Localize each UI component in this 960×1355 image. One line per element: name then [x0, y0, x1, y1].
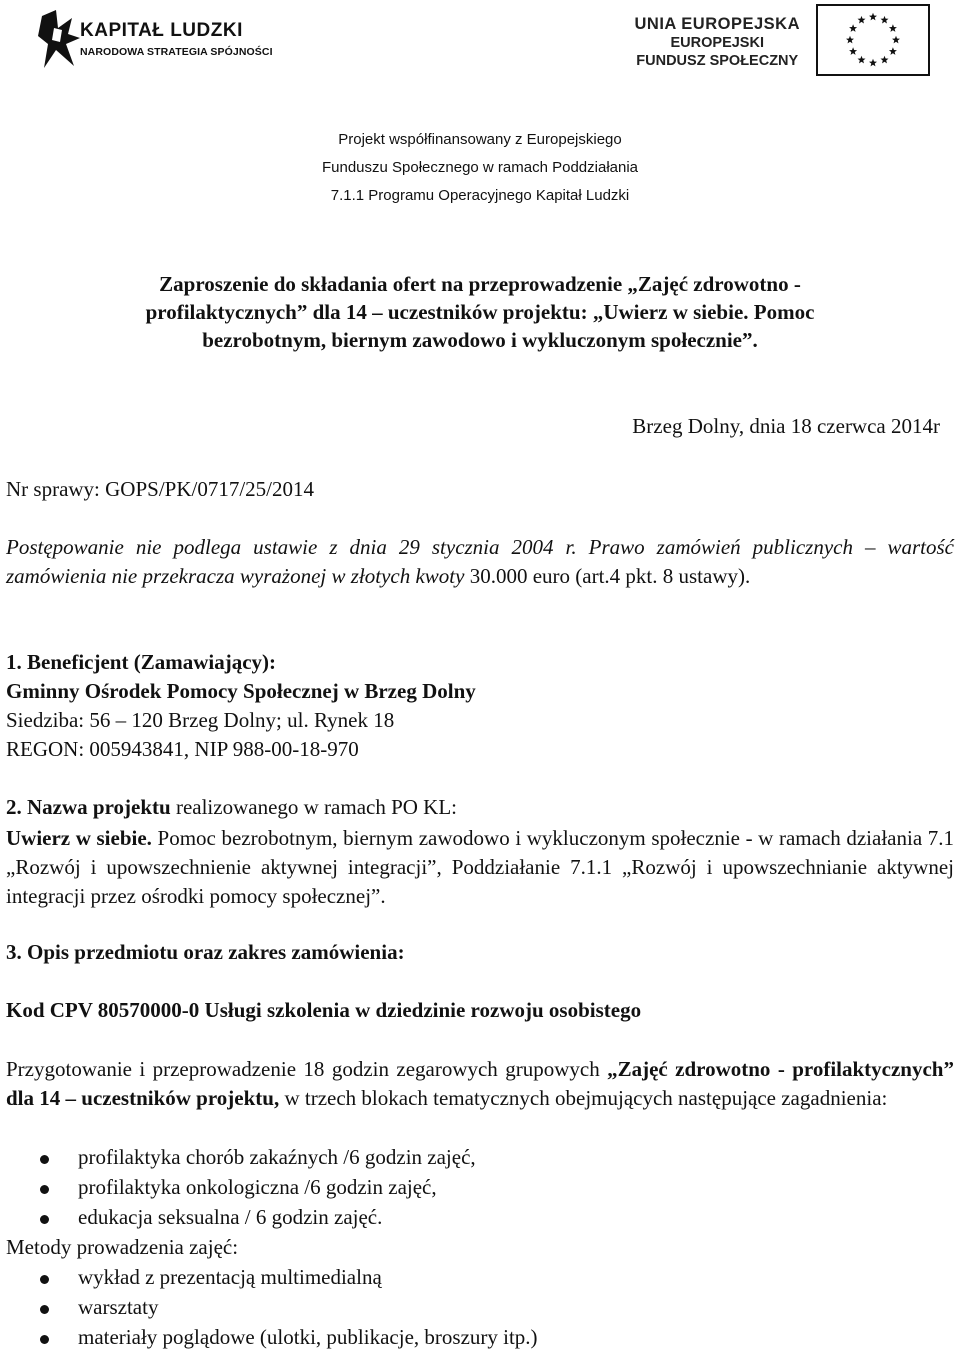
- scope-intro: [6, 1055, 954, 1113]
- star-icon: [881, 16, 889, 24]
- project-note-line: 7.1.1 Programu Operacyjnego Kapitał Ludzki: [330, 187, 630, 204]
- beneficiary-ids: REGON: 005943841, NIP 988-00-18-970: [6, 737, 359, 761]
- star-icon: [892, 36, 900, 44]
- case-number: Nr sprawy: GOPS/PK/0717/25/2014: [6, 477, 315, 501]
- bullet-icon: [40, 1335, 49, 1344]
- topic-item: profilaktyka chorób zakaźnych /6 godzin zajęć,: [78, 1145, 476, 1169]
- method-item: materiały poglądowe (ulotki, publikacje, broszury itp.): [78, 1325, 538, 1349]
- beneficiary-name: Gminny Ośrodek Pomocy Społecznej w Brzeg Dolny: [6, 679, 476, 703]
- star-icon: [846, 36, 854, 44]
- eu-logo-text: [635, 14, 801, 70]
- star-icon: [869, 59, 877, 67]
- bullet-icon: [40, 1185, 49, 1194]
- method-item: wykład z prezentacją multimedialną: [78, 1265, 382, 1289]
- section-2-heading: [6, 795, 457, 820]
- document-date: Brzeg Dolny, dnia 18 czerwca 2014r: [632, 414, 940, 438]
- cpv-code: Kod CPV 80570000-0 Usługi szkolenia w dziedzinie rozwoju osobistego: [6, 998, 642, 1022]
- bullet-icon: [40, 1275, 49, 1284]
- eu-flag-icon: [816, 4, 930, 76]
- logo-subtitle: NARODOWA STRATEGIA SPÓJNOŚCI: [80, 46, 273, 58]
- procedure-italic: Postępowanie nie podlega ustawie z dnia 29 stycznia 2004 r. Prawo zamówień publicznych – wartość zamówienia nie przekracza wyrażonej w złotych kwoty: [6, 535, 954, 588]
- eu-line-1: UNIA EUROPEJSKA: [634, 15, 800, 33]
- procedure-rest: 30.000 euro (art.4 pkt. 8 ustawy).: [464, 564, 751, 588]
- scope-intro-bold: „Zajęć zdrowotno - profilaktycznych” dla 14 – uczestników projektu,: [6, 1057, 954, 1110]
- star-icon: [869, 13, 877, 21]
- procedure-note: [6, 533, 954, 591]
- project-name-text: Pomoc bezrobotnym, biernym zawodowo i wykluczonym społecznie - w ramach działania 7.1 „Rozwój i upowszechnienie aktywnej integracji”, Poddziałanie 7.1.1 „Rozwój i upowszechnianie aktywnej integracji przez ośrodki pomocy społecznej”.: [6, 826, 955, 908]
- bullet-icon: [40, 1215, 49, 1224]
- star-icon: [889, 47, 897, 55]
- bullet-icon: [40, 1305, 49, 1314]
- kapital-ludzki-logo-icon: [38, 8, 82, 72]
- title-line: profilaktycznych” dla 14 – uczestników projektu: „Uwierz w siebie. Pomoc: [145, 300, 815, 324]
- star-icon: [881, 56, 889, 64]
- project-name-bold: Uwierz w siebie.: [6, 826, 152, 850]
- star-icon: [858, 16, 866, 24]
- star-icon: [889, 24, 897, 32]
- project-note-line: Funduszu Społecznego w ramach Poddziałania: [321, 159, 639, 176]
- topic-item: profilaktyka onkologiczna /6 godzin zajęć,: [78, 1175, 437, 1199]
- project-note-line: Projekt współfinansowany z Europejskiego: [338, 131, 622, 148]
- methods-label: Metody prowadzenia zajęć:: [6, 1235, 239, 1259]
- document-title: [40, 270, 920, 354]
- scope-intro-b: w trzech blokach tematycznych obejmujących następujące zagadnienia:: [279, 1086, 888, 1110]
- section-2-heading-bold: 2. Nazwa projektu: [6, 795, 171, 819]
- beneficiary-address: Siedziba: 56 – 120 Brzeg Dolny; ul. Rynek 18: [6, 708, 395, 732]
- section-1-heading: 1. Beneficjent (Zamawiający):: [6, 650, 277, 674]
- topic-item: edukacja seksualna / 6 godzin zajęć.: [78, 1205, 383, 1229]
- star-icon: [858, 56, 866, 64]
- method-item: warsztaty: [78, 1295, 159, 1319]
- project-note: [0, 126, 960, 210]
- section-2-heading-rest: realizowanego w ramach PO KL:: [170, 795, 458, 819]
- title-line: bezrobotnym, biernym zawodowo i wykluczonym społecznie”.: [202, 328, 758, 352]
- section-3-heading: 3. Opis przedmiotu oraz zakres zamówienia:: [6, 940, 405, 964]
- title-line: Zaproszenie do składania ofert na przeprowadzenie „Zajęć zdrowotno -: [159, 272, 801, 296]
- project-name: [6, 824, 954, 911]
- star-icon: [849, 47, 857, 55]
- eu-line-2: EUROPEJSKI: [670, 35, 764, 51]
- eu-line-3: FUNDUSZ SPOŁECZNY: [636, 53, 799, 69]
- scope-intro-a: Przygotowanie i przeprowadzenie 18 godzin zegarowych grupowych: [6, 1057, 608, 1081]
- bullet-icon: [40, 1155, 49, 1164]
- star-icon: [849, 24, 857, 32]
- logo-title: KAPITAŁ LUDZKI: [80, 20, 243, 41]
